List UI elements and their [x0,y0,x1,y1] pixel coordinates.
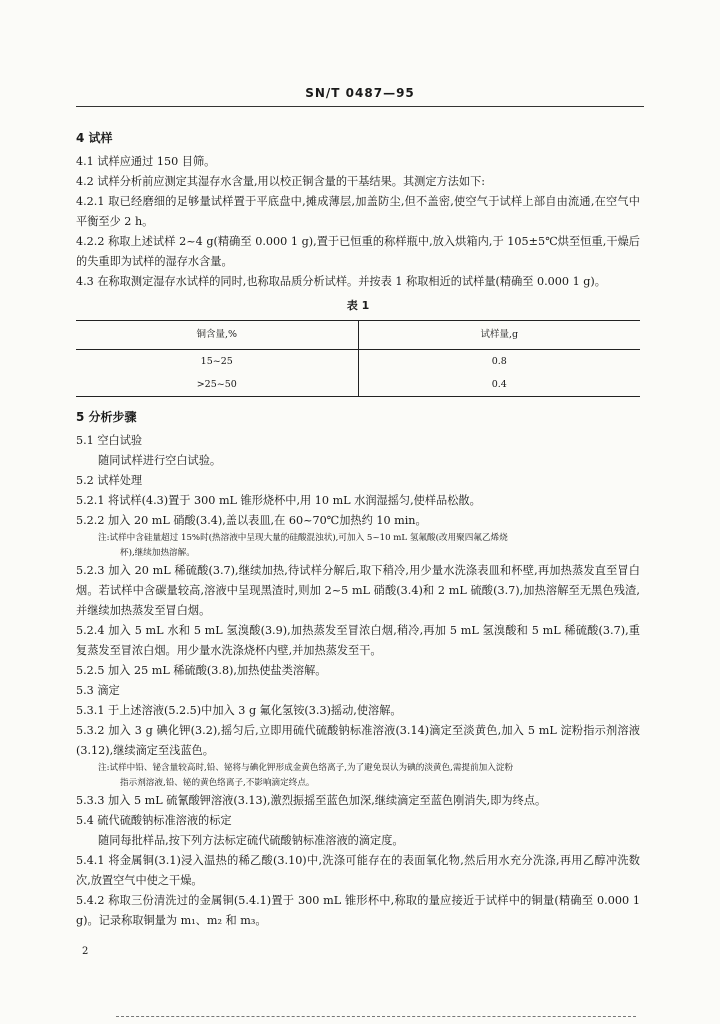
note-2-line-1: 注:试样中铅、铋含量较高时,铅、铋将与碘化钾形成金黄色络离子,为了避免误认为碘的淡黄色,需提前加入淀粉 [98,763,513,773]
footer-rule [116,1016,636,1017]
clause-4-1: 4.1 试样应通过 150 目筛。 [76,155,216,168]
clause-5-2-4: 5.2.4 加入 5 mL 水和 5 mL 氢溴酸(3.9),加热蒸发至冒浓白烟,稍冷,再加 5 mL 氢溴酸和 5 mL 稀硫酸(3.7),重复蒸发至冒浓白烟。用少量水洗涤烧杯内壁,并加热蒸发至干。 [76,624,640,657]
clause-5-4: 5.4 硫代硫酸钠标准溶液的标定 [76,814,232,827]
section-5-title: 5 分析步骤 [76,410,137,424]
clause-5-3-2: 5.3.2 加入 3 g 碘化钾(3.2),摇匀后,立即用硫代硫酸钠标准溶液(3.14)滴定至淡黄色,加入 5 mL 淀粉指示剂溶液(3.12),继续滴定至浅蓝色。 [76,724,640,757]
table-1-caption: 表 1 [346,299,370,312]
table-1 [76,320,640,397]
document-body [76,120,640,931]
clause-5-2-1: 5.2.1 将试样(4.3)置于 300 mL 锥形烧杯中,用 10 mL 水润湿摇匀,使样品松散。 [76,494,481,507]
clause-5-4-body: 随同每批样品,按下列方法标定硫代硫酸钠标准溶液的滴定度。 [98,834,404,847]
table-row [76,350,640,374]
table-cell: 15~25 [76,350,358,374]
clause-4-2-1: 4.2.1 取已经磨细的足够量试样置于平底盘中,摊成薄层,加盖防尘,但不盖密,使空气于试样上部自由流通,在空气中平衡至少 2 h。 [76,195,640,228]
clause-5-2-3: 5.2.3 加入 20 mL 稀硫酸(3.7),继续加热,待试样分解后,取下稍冷,用少量水洗涤表皿和杯壁,再加热蒸发直至冒白烟。若试样中含碳量较高,溶液中呈现黑渣时,则加 2~5 mL 硝酸(3.4)和 2 mL 硫酸(3.7),加热溶解至无黑色残渣,并继续加热蒸发至冒白烟。 [76,564,640,617]
clause-5-2-5: 5.2.5 加入 25 mL 稀硫酸(3.8),加热使盐类溶解。 [76,664,327,677]
clause-4-2-2: 4.2.2 称取上述试样 2~4 g(精确至 0.000 1 g),置于已恒重的称样瓶中,放入烘箱内,于 105±5℃烘至恒重,干燥后的失重即为试样的湿存水含量。 [76,235,640,268]
standard-header: SN/T 0487—95 [305,86,415,100]
table-row [76,373,640,397]
clause-5-3-3: 5.3.3 加入 5 mL 硫氰酸钾溶液(3.13),激烈振摇至蓝色加深,继续滴定至蓝色刚消失,即为终点。 [76,794,547,807]
clause-5-4-1: 5.4.1 将金属铜(3.1)浸入温热的稀乙酸(3.10)中,洗涤可能存在的表面氧化物,然后用水充分洗涤,再用乙醇冲洗数次,放置空气中使之干燥。 [76,854,640,887]
note-1-line-1: 注:试样中含硅量超过 15%时(热溶液中呈现大量的硅酸混浊状),可加入 5~10 mL 氢氟酸(改用聚四氟乙烯烧 [98,533,508,543]
clause-5-2: 5.2 试样处理 [76,474,143,487]
table-cell: >25~50 [76,373,358,397]
clause-4-3: 4.3 在称取测定湿存水试样的同时,也称取品质分析试样。并按表 1 称取相近的试样量(精确至 0.000 1 g)。 [76,275,606,288]
clause-5-1-body: 随同试样进行空白试验。 [98,454,222,467]
section-4-title: 4 试样 [76,131,113,145]
clause-5-3: 5.3 滴定 [76,684,120,697]
table-header-row [76,321,640,350]
header-rule [76,106,644,107]
table-header-sample-mass: 试样量,g [358,321,640,350]
table-cell: 0.8 [491,355,507,367]
clause-5-2-2: 5.2.2 加入 20 mL 硝酸(3.4),盖以表皿,在 60~70℃加热约 10 min。 [76,514,427,527]
note-2-line-2: 指示剂溶液,铅、铋的黄色络离子,不影响滴定终点。 [120,778,315,788]
clause-5-4-2: 5.4.2 称取三份清洗过的金属铜(5.4.1)置于 300 mL 锥形杯中,称取的量应接近于试样中的铜量(精确至 0.000 1 g)。记录称取铜量为 m₁、m₂ 和 m₃。 [76,894,640,927]
note-1-line-2: 杯),继续加热溶解。 [120,548,195,558]
clause-5-1: 5.1 空白试验 [76,434,143,447]
table-cell: 0.4 [491,378,507,390]
clause-4-2: 4.2 试样分析前应测定其湿存水含量,用以校正铜含量的干基结果。其测定方法如下: [76,175,486,188]
page-number: 2 [82,946,89,957]
table-header-copper-content: 铜含量,% [76,321,358,350]
clause-5-3-1: 5.3.1 于上述溶液(5.2.5)中加入 3 g 氟化氢铵(3.3)摇动,使溶解。 [76,704,402,717]
